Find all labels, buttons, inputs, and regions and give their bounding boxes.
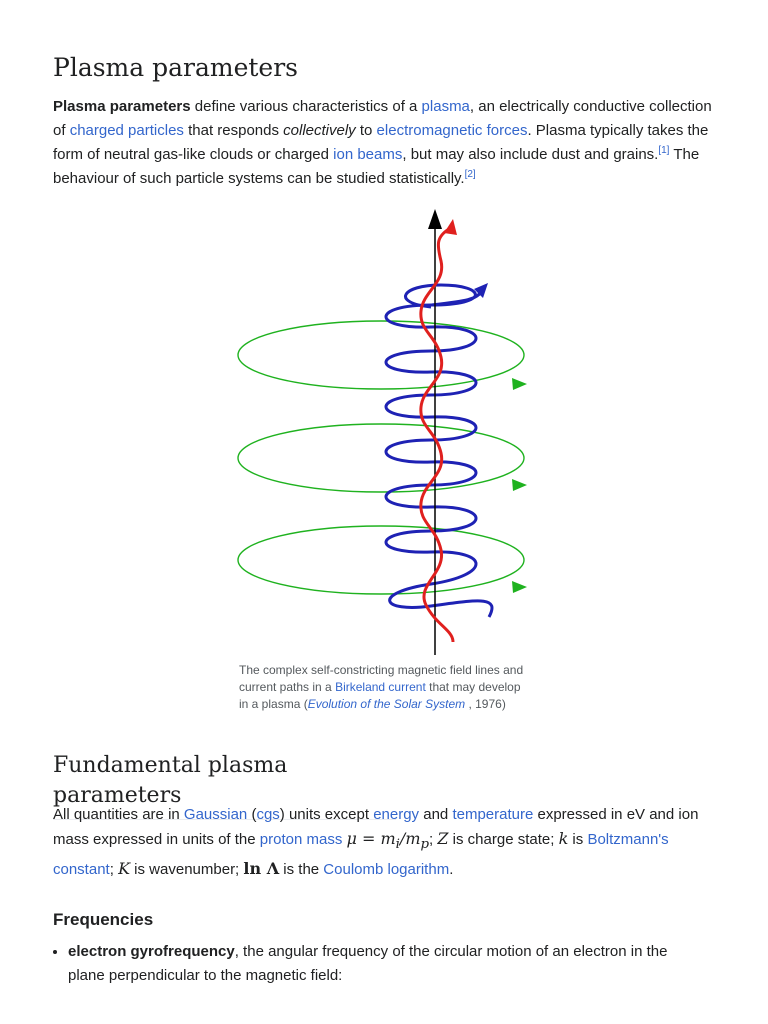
math-sub-i: i xyxy=(395,837,400,853)
section-text: ; xyxy=(109,861,119,879)
intro-text: define various characteristics of a xyxy=(190,98,422,115)
axis-arrowhead xyxy=(428,209,442,229)
section-text: is charge state; xyxy=(448,831,559,848)
link-evolution-of-the-solar-system[interactable]: Evolution of the Solar System xyxy=(307,697,466,711)
link-birkeland-current[interactable]: Birkeland current xyxy=(335,680,426,694)
math-ln-lambda xyxy=(243,859,279,878)
bullet-text: , the angular frequency of the circular motion of an electron in the plane perpendicular to the magnetic field: xyxy=(68,943,668,984)
link-coulomb-logarithm[interactable]: Coulomb logarithm xyxy=(323,861,450,879)
link-energy[interactable]: energy xyxy=(373,806,420,823)
link-gaussian[interactable]: Gaussian xyxy=(183,806,248,823)
ring-arrow xyxy=(512,378,527,390)
field-ring xyxy=(238,526,524,594)
math-k: k xyxy=(558,829,569,848)
section-heading: Fundamental plasma parameters xyxy=(53,751,396,820)
section-text: and xyxy=(419,806,453,823)
frequency-list xyxy=(53,940,708,988)
current-arrowhead xyxy=(444,219,457,235)
field-ring xyxy=(238,321,524,389)
intro-emphasis: collectively xyxy=(283,122,356,139)
intro-text: to xyxy=(355,122,377,139)
section-text: ( xyxy=(247,806,257,823)
section-text: ; xyxy=(429,831,438,848)
intro-paragraph xyxy=(53,95,715,191)
section-text: expressed in eV and ion mass expressed in units of the xyxy=(53,806,699,848)
birkeland-current-figure[interactable] xyxy=(231,205,531,657)
reference-2[interactable]: [2] xyxy=(464,169,476,180)
math-z: Z xyxy=(437,829,449,848)
list-item xyxy=(68,940,708,988)
link-plasma[interactable]: plasma xyxy=(421,98,470,115)
link-proton-mass[interactable]: proton mass xyxy=(259,831,343,848)
math-big-k: K xyxy=(118,859,131,879)
figure-caption xyxy=(239,662,529,713)
caption-text: The complex self-constricting magnetic field lines and current paths in a xyxy=(239,663,524,694)
ring-arrow xyxy=(512,581,527,593)
caption-text: that may develop in a plasma ( xyxy=(239,680,521,711)
link-boltzmann-constant[interactable]: Boltzmann's constant xyxy=(53,831,669,879)
caption-text: , 1976) xyxy=(465,697,506,711)
ring-arrowheads xyxy=(512,378,527,593)
link-electromagnetic-forces[interactable]: electromagnetic forces xyxy=(376,122,528,139)
intro-text: . Plasma typically takes the form of neutral gas-like clouds or charged xyxy=(53,122,709,163)
math-mp: /m xyxy=(399,829,421,848)
subsection-heading: Frequencies xyxy=(53,910,154,929)
field-ring xyxy=(238,424,524,492)
intro-text: , an electrically conductive collection of xyxy=(53,98,712,139)
section-text: is the xyxy=(279,861,324,879)
section-text: ) units except xyxy=(279,806,374,823)
intro-text: , but may also include dust and grains. xyxy=(402,146,659,163)
magnetic-field-rings xyxy=(238,321,524,594)
section-text: is xyxy=(568,831,588,848)
math-ln-lambda-text: ln Λ xyxy=(243,859,280,879)
intro-text: that responds xyxy=(183,122,284,139)
intro-text: The behaviour of such particle systems can be studied statistically. xyxy=(53,146,700,187)
link-charged-particles[interactable]: charged particles xyxy=(69,122,184,139)
ring-arrow xyxy=(512,479,527,491)
link-temperature[interactable]: temperature xyxy=(452,806,534,823)
page-title: Plasma parameters xyxy=(53,53,298,82)
math-sub-p: p xyxy=(420,837,430,853)
link-ion-beams[interactable]: ion beams xyxy=(333,146,403,163)
section-text: . xyxy=(449,861,454,879)
intro-term: Plasma parameters xyxy=(53,98,191,115)
math-mu xyxy=(346,829,430,853)
section-text: All quantities are in xyxy=(53,806,184,823)
math-mu-main: μ = m xyxy=(346,829,396,848)
reference-1[interactable]: [1] xyxy=(658,145,670,156)
link-cgs[interactable]: cgs xyxy=(256,806,280,823)
section-text: is wavenumber; xyxy=(130,861,244,879)
section-paragraph xyxy=(53,803,715,882)
bullet-term: electron gyrofrequency xyxy=(68,943,235,960)
